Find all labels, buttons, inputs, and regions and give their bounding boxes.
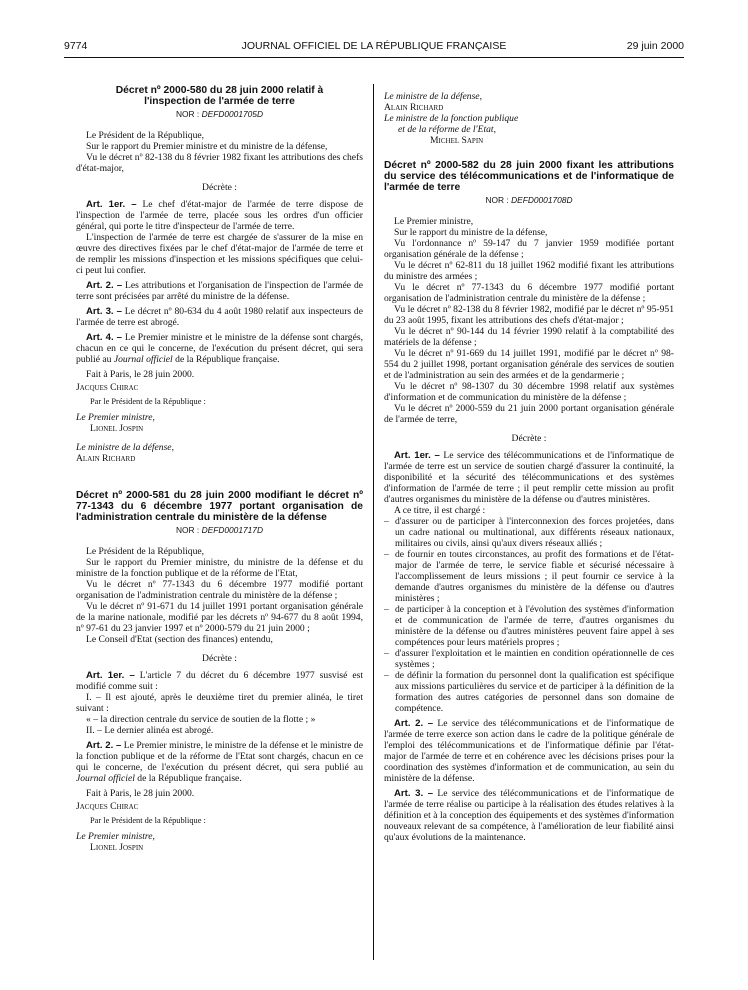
list-item: – d'assurer ou de participer à l'interconnexion des forces projetées, dans un cadre national ou multinational, aux différents réseaux nationaux, militaires ou civils, ainsi qu'aux divers réseaux alliés ; (384, 516, 674, 549)
preamble: Le Président de la République, (86, 546, 205, 557)
ministre-defense-title: Le ministre de la défense, (76, 442, 174, 453)
decree-2000-580 (76, 85, 363, 464)
visa: Vu le décret nº 82-138 du 8 février 1982, modifié par le décret nº 95-951 du 23 août 1995, fixant les attributions des chefs d'état-major ; (384, 304, 674, 326)
left-column (76, 85, 363, 853)
preamble: Vu le décret nº 91-671 du 14 juillet 1991 portant organisation générale de la marine nationale, modifié par les décrets nº 94-677 du 8 août 1994, nº 97-61 du 23 janvier 1997 et nº 2000-579 du 21 juin 2000 ; (76, 601, 363, 634)
ministre-fonction-publique-name: Michel Sapin (430, 135, 484, 146)
premier-ministre-name: Lionel Jospin (90, 842, 144, 853)
fait-a-paris: Fait à Paris, le 28 juin 2000. (86, 788, 195, 799)
nor-reference: NOR : DEFD0001705D (175, 109, 264, 119)
ministre-defense-name: Alain Richard (76, 453, 136, 464)
visa: Vu le décret nº 98-1307 du 30 décembre 1998 relatif aux systèmes d'information et de communication du ministère de la défense ; (384, 381, 674, 403)
decree-title: Décret nº 2000-581 du 28 juin 2000 modifiant le décret nº 77-1343 du 6 décembre 1977 portant organisation de l'administration centrale du ministère de la défense (76, 490, 363, 523)
premier-ministre-title: Le Premier ministre, (76, 831, 155, 842)
article-2: Art. 2. – Les attributions et l'organisation de l'inspection de l'armée de terre sont précisées par arrêté du ministre de la défense. (76, 280, 363, 302)
missions-list (384, 516, 674, 714)
ministre-fonction-publique-title-2: et de la réforme de l'Etat, (398, 124, 496, 135)
list-item: – de définir la formation du personnel dont la qualification est spécifique aux missions particulières du service et de participer à la définition de la formation des autres catégories de personnel dans son domaine de compétence. (384, 670, 674, 714)
issue-date: 29 juin 2000 (626, 40, 684, 52)
article-1-point-i: I. – Il est ajouté, après le deuxième tiret du premier alinéa, le tiret suivant : (76, 692, 363, 714)
article-1: Art. 1er. – Le chef d'état-major de l'armée de terre dispose de l'inspection de l'armée de terre, placée sous les ordres d'un officier général, qui porte le titre d'inspecteur de l'armée de terre. (76, 199, 363, 232)
article-3: Art. 3. – Le service des télécommunications et de l'informatique de l'armée de terre réalise ou participe à la réalisation des études relatives à la définition et à la conception des équipements et des systèmes d'information nouveaux relevant de sa compétence, à l'amélioration de leur fiabilité ainsi qu'aux évolutions de la maintenance. (384, 788, 674, 843)
ministre-fonction-publique-title: Le ministre de la fonction publique (384, 113, 519, 124)
preamble: Le Conseil d'Etat (section des finances) entendu, (86, 634, 273, 645)
preamble: Vu le décret nº 77-1343 du 6 décembre 1977 modifié portant organisation de l'administration centrale du ministère de la défense ; (76, 579, 363, 601)
article-1-quote: « – la direction centrale du service de soutien de la flotte ; » (86, 714, 316, 725)
visa: Vu l'ordonnance nº 59-147 du 7 janvier 1959 modifiée portant organisation générale de la défense ; (384, 238, 674, 260)
preamble: Vu le décret nº 82-138 du 8 février 1982 fixant les attributions des chefs d'état-major, (76, 152, 363, 174)
visa: Sur le rapport du ministre de la défense, (394, 227, 548, 238)
article-1-intro: A ce titre, il est chargé : (394, 505, 486, 516)
list-item: – d'assurer l'exploitation et le maintien en condition opérationnelle de ces systèmes ; (384, 648, 674, 670)
column-divider (373, 84, 374, 960)
signature-president: Jacques Chirac (76, 382, 139, 393)
list-item: – de participer à la conception et à l'évolution des systèmes d'information et de communication de l'armée de terre, d'autres organismes du ministère de la défense ou d'autres ministères peuvent faire appel à ses compétences pour leurs matériels propres ; (384, 604, 674, 648)
visa: Le Premier ministre, (394, 216, 474, 227)
journal-title: JOURNAL OFFICIEL DE LA RÉPUBLIQUE FRANÇAISE (241, 40, 507, 52)
visa: Vu le décret nº 77-1343 du 6 décembre 1977 modifié portant organisation de l'administration centrale du ministère de la défense ; (384, 282, 674, 304)
visa: Vu le décret nº 91-669 du 14 juillet 1991, modifié par le décret nº 98-554 du 2 juillet 1998, portant organisation générale des services de soutien et de l'administration au sein des armées et de la gendarmerie ; (384, 348, 674, 381)
ministre-defense-name: Alain Richard (384, 102, 444, 113)
article-1-para: L'inspection de l'armée de terre est chargée de s'assurer de la mise en œuvre des directives fixées par le chef d'état-major de l'armée de terre et de remplir les missions d'inspection et les missions spécifiques que celui-ci peut lui confier. (76, 232, 363, 276)
article-1-point-ii: II. – Le dernier alinéa est abrogé. (86, 725, 214, 736)
list-item: – de fournir en toutes circonstances, au profit des formations et de l'état-major de l'armée de terre, le service fiable et sécurisé nécessaire à l'accomplissement de leurs missions ; il peut fournir ce service à la demande d'autres organismes du ministère de la défense ou d'autres ministères ; (384, 549, 674, 604)
decree-2000-581 (76, 490, 363, 853)
preamble: Sur le rapport du Premier ministre et du ministre de la défense, (86, 141, 328, 152)
article-1: Art. 1er. – L'article 7 du décret du 6 décembre 1977 susvisé est modifié comme suit : (76, 670, 363, 692)
article-1: Art. 1er. – Le service des télécommunications et de l'informatique de l'armée de terre est un service de soutien chargé d'assurer la continuité, la disponibilité et la sécurité des télécommunications et des systèmes d'information de l'armée de terre ; il peut remplir cette mission au profit d'autres organismes du ministère de la défense ou d'autres ministères. (384, 450, 675, 505)
decree-title: Décret nº 2000-580 du 28 juin 2000 relatif à l'inspection de l'armée de terre (115, 85, 324, 107)
page-number: 9774 (64, 40, 88, 52)
preamble: Le Président de la République, (86, 130, 205, 141)
decree-2000-582 (384, 160, 674, 843)
ministre-defense-title: Le ministre de la défense, (384, 91, 482, 102)
fait-a-paris: Fait à Paris, le 28 juin 2000. (86, 369, 195, 380)
page-header (64, 40, 684, 54)
article-2: Art. 2. – Le Premier ministre, le ministre de la défense et le ministre de la fonction publique et de la réforme de l'Etat sont chargés, chacun en ce qui le concerne, de l'exécution du présent décret, qui sera publié au Journal officiel de la République française. (76, 740, 363, 784)
signature-president: Jacques Chirac (76, 801, 139, 812)
premier-ministre-title: Le Premier ministre, (76, 412, 155, 423)
visa: Vu le décret nº 2000-559 du 21 juin 2000 portant organisation générale de l'armée de terre, (384, 403, 674, 425)
decrete-heading: Décrète : (202, 182, 237, 193)
right-column (384, 91, 674, 843)
premier-ministre-name: Lionel Jospin (90, 423, 144, 434)
decree-title: Décret nº 2000-582 du 28 juin 2000 fixant les attributions du service des télécommunications et de l'informatique de l'armée de terre (384, 160, 674, 193)
decrete-heading: Décrète : (511, 433, 547, 444)
nor-reference: NOR : DEFD0001717D (175, 525, 264, 535)
header-rule (64, 57, 684, 58)
par-le-president: Par le Président de la République : (90, 816, 206, 825)
preamble: Sur le rapport du Premier ministre, du ministre de la défense et du ministre de la fonction publique et de la réforme de l'Etat, (76, 557, 363, 579)
visa: Vu le décret nº 62-811 du 18 juillet 1962 modifié fixant les attributions du ministre des armées ; (384, 260, 674, 282)
visa: Vu le décret nº 90-144 du 14 février 1990 relatif à la comptabilité des matériels de la défense ; (384, 326, 674, 348)
nor-reference: NOR : DEFD0001708D (485, 195, 573, 205)
par-le-president: Par le Président de la République : (90, 397, 206, 406)
article-3: Art. 3. – Le décret nº 80-634 du 4 août 1980 relatif aux inspecteurs de l'armée de terre est abrogé. (76, 306, 363, 328)
article-2: Art. 2. – Le service des télécommunications et de l'informatique de l'armée de terre exerce son action dans le cadre de la politique générale de l'emploi des télécommunications et de l'informatique définie par l'état-major de l'armée de terre et en cohérence avec les décisions prises pour la coordination des systèmes d'information et de communication, au sein du ministère de la défense. (384, 718, 674, 784)
decrete-heading: Décrète : (202, 653, 237, 664)
article-4: Art. 4. – Le Premier ministre et le ministre de la défense sont chargés, chacun en ce qui le concerne, de l'exécution du présent décret, qui sera publié au Journal officiel de la République française. (76, 332, 363, 365)
